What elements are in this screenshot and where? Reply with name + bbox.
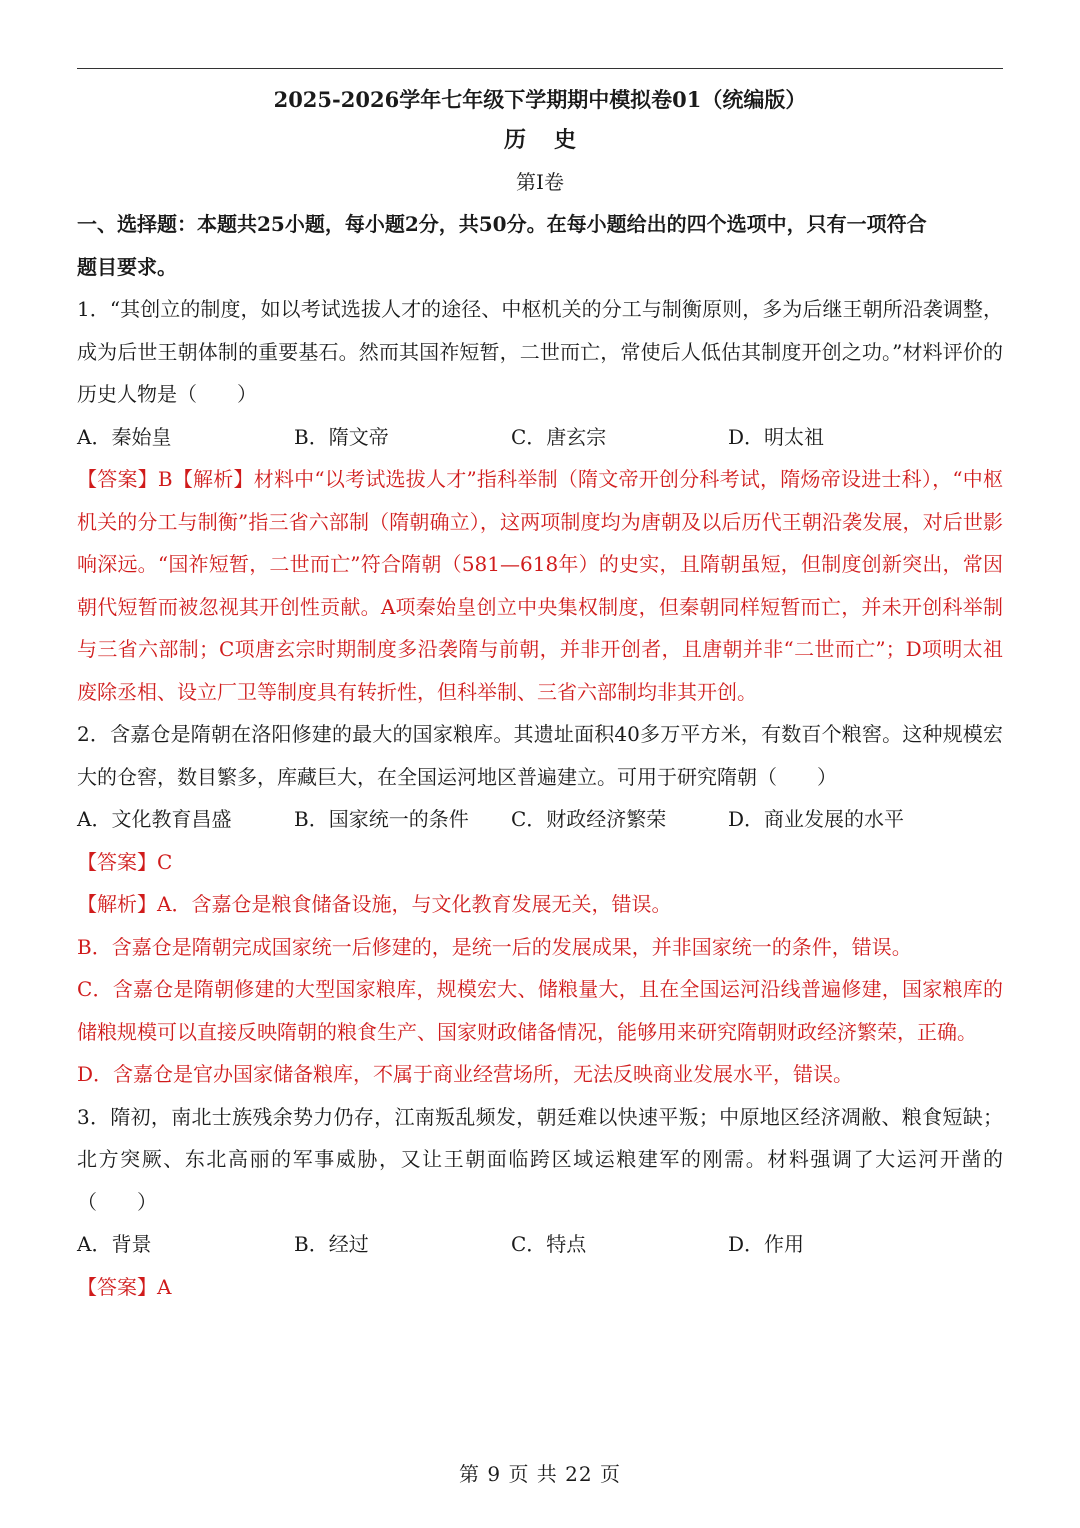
q2-option-d: D．商业发展的水平 [728, 807, 905, 831]
q2-option-c: C．财政经济繁荣 [511, 807, 667, 831]
question-2-options [77, 798, 1003, 841]
page-number: 第 9 页 共 22 页 [459, 1462, 621, 1486]
question-3-answer: 【答案】A [77, 1274, 172, 1299]
question-1-answer: 【答案】B【解析】材料中“以考试选拔人才”指科举制（隋文帝开创分科考试，隋炀帝设进士科），“中枢机关的分工与制衡”指三省六部制（隋朝确立），这两项制度均为唐朝及以后历代王朝沿袭发展，对后世影响深远。“国祚短暂，二世而亡”符合隋朝（581—618年）的史实，且隋朝虽短，但制度创新突出，常因朝代短暂而被忽视其开创性贡献。A项秦始皇创立中央集权制度，但秦朝同样短暂而亡，并未开创科举制与三省六部制；C项唐玄宗时期制度多沿袭隋与前朝，并非开创者，且唐朝并非“二世而亡”；D项明太祖废除丞相、设立厂卫等制度具有转折性，但科举制、三省六部制均非其开创。 [77, 467, 1003, 704]
question-3-stem: 3．隋初，南北士族残余势力仍存，江南叛乱频发，朝廷难以快速平叛；中原地区经济凋敝、粮食短缺；北方突厥、东北高丽的军事威胁，又让王朝面临跨区域运粮建军的刚需。材料强调了大运河开凿的（ ） [77, 1104, 1003, 1214]
question-2-analysis-c: C．含嘉仓是隋朝修建的大型国家粮库，规模宏大、储粮量大，且在全国运河沿线普遍修建，国家粮库的储粮规模可以直接反映隋朝的粮食生产、国家财政储备情况，能够用来研究隋朝财政经济繁荣，正确。 [77, 977, 1003, 1044]
q2-option-a: A．文化教育昌盛 [77, 807, 232, 831]
question-1-options [77, 416, 1003, 459]
subject-title: 历史 [503, 127, 604, 153]
q1-option-b: B．隋文帝 [294, 424, 389, 449]
q1-option-d: D．明太祖 [728, 424, 825, 449]
q3-option-c: C．特点 [511, 1232, 587, 1256]
section-heading-line1: 一、选择题：本题共25小题，每小题2分，共50分。在每小题给出的四个选项中，只有一项符合 [77, 212, 927, 236]
q1-option-c: C．唐玄宗 [511, 424, 607, 449]
q2-option-b: B．国家统一的条件 [294, 807, 469, 831]
question-2-answer: 【答案】C [77, 849, 173, 874]
header-rule [77, 68, 1003, 69]
question-1-stem: 1．“其创立的制度，如以考试选拔人才的途径、中枢机关的分工与制衡原则，多为后继王朝所沿袭调整，成为后世王朝体制的重要基石。然而其国祚短暂，二世而亡，常使后人低估其制度开创之功。”材料评价的历史人物是（ ） [77, 297, 1003, 406]
question-2-stem: 2．含嘉仓是隋朝在洛阳修建的最大的国家粮库。其遗址面积40多万平方米，有数百个粮窖。这种规模宏大的仓窖，数目繁多，库藏巨大，在全国运河地区普遍建立。可用于研究隋朝（ ） [77, 722, 1003, 789]
document-body [77, 203, 1003, 1308]
q3-option-d: D．作用 [728, 1232, 805, 1256]
question-3-options [77, 1223, 1003, 1266]
volume-label: 第Ⅰ卷 [516, 170, 564, 194]
q3-option-a: A．背景 [77, 1232, 152, 1256]
document-title: 2025-2026学年七年级下学期期中模拟卷01（统编版） [273, 87, 807, 112]
document-header [77, 82, 1003, 202]
question-2-analysis-d: D．含嘉仓是官办国家储备粮库，不属于商业经营场所，无法反映商业发展水平，错误。 [77, 1062, 854, 1086]
question-2-analysis-b: B．含嘉仓是隋朝完成国家统一后修建的，是统一后的发展成果，并非国家统一的条件，错误。 [77, 934, 912, 959]
q3-option-b: B．经过 [294, 1232, 369, 1256]
q1-option-a: A．秦始皇 [77, 424, 172, 449]
question-2-analysis-a: 【解析】A．含嘉仓是粮食储备设施，与文化教育发展无关，错误。 [77, 892, 672, 916]
section-heading-line2: 题目要求。 [77, 254, 177, 279]
